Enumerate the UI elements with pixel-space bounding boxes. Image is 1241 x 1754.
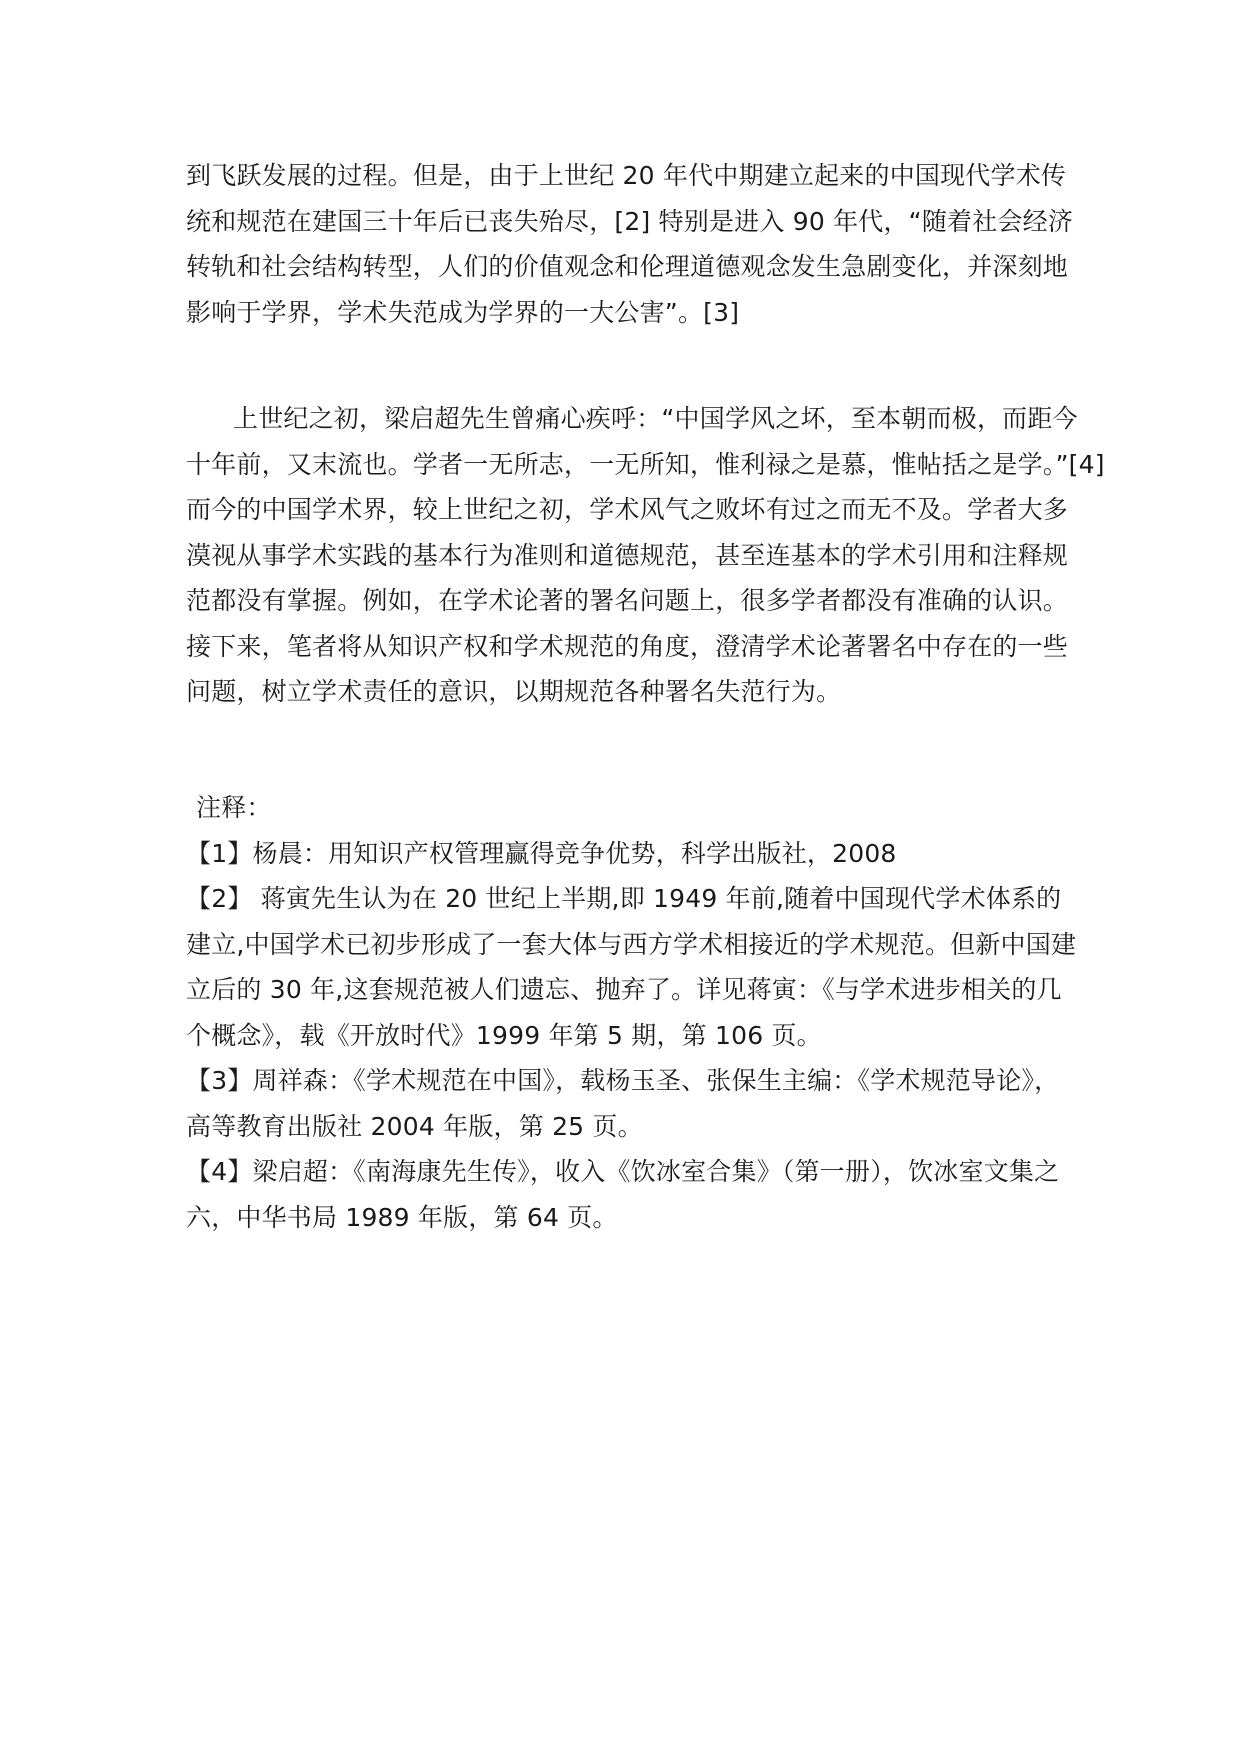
paragraph-line: 转轨和社会结构转型，人们的价值观念和伦理道德观念发生急剧变化，并深刻地	[186, 252, 1069, 281]
note-line: 【1】杨晨：用知识产权管理赢得竞争优势，科学出版社，2008	[186, 838, 897, 868]
paragraph-line: 问题，树立学术责任的意识，以期规范各种署名失范行为。	[186, 677, 842, 706]
paragraph-line: 十年前，又末流也。学者一无所志，一无所知，惟利禄之是慕，惟帖括之是学。”[4]	[186, 449, 1105, 479]
paragraph-line: 漠视从事学术实践的基本行为准则和道德规范，甚至连基本的学术引用和注释规	[186, 540, 1069, 570]
body-paragraph-2	[186, 396, 1105, 715]
note-line: 【2】 蒋寅先生认为在 20 世纪上半期,即 1949 年前,随着中国现代学术体系的	[186, 884, 1062, 913]
note-line: 六，中华书局 1989 年版，第 64 页。	[186, 1202, 618, 1232]
paragraph-line: 到飞跃发展的过程。但是，由于上世纪 20 年代中期建立起来的中国现代学术传	[186, 161, 1067, 190]
paragraph-line: 而今的中国学术界，较上世纪之初，学术风气之败坏有过之而无不及。学者大多	[186, 495, 1069, 524]
note-line: 立后的 30 年,这套规范被人们遗忘、抛弃了。详见蒋寅：《与学术进步相关的几	[186, 975, 1062, 1004]
paragraph-line: 上世纪之初，梁启超先生曾痛心疾呼：“中国学风之坏，至本朝而极，而距今	[233, 404, 1078, 433]
notes-section	[186, 785, 1077, 1240]
paragraph-line: 范都没有掌握。例如，在学术论著的署名问题上，很多学者都没有准确的认识。	[186, 586, 1069, 615]
note-line: 建立,中国学术已初步形成了一套大体与西方学术相接近的学术规范。但新中国建	[186, 929, 1077, 959]
paragraph-line: 接下来，笔者将从知识产权和学术规范的角度，澄清学术论著署名中存在的一些	[186, 631, 1069, 661]
note-line: 个概念》，载《开放时代》1999 年第 5 期，第 106 页。	[186, 1020, 822, 1050]
paragraph-line: 统和规范在建国三十年后已丧失殆尽，[2] 特别是进入 90 年代，“随着社会经济	[186, 206, 1074, 236]
note-line: 【3】周祥森：《学术规范在中国》，载杨玉圣、张保生主编：《学术规范导论》，	[186, 1066, 1060, 1095]
notes-heading: 注释：	[196, 793, 272, 822]
paragraph-line: 影响于学界，学术失范成为学界的一大公害”。[3]	[186, 297, 740, 327]
body-paragraph-1	[186, 153, 1074, 335]
note-line: 【4】梁启超：《南海康先生传》，收入《饮冰室合集》（第一册），饮冰室文集之	[186, 1157, 1060, 1186]
note-line: 高等教育出版社 2004 年版，第 25 页。	[186, 1111, 643, 1141]
